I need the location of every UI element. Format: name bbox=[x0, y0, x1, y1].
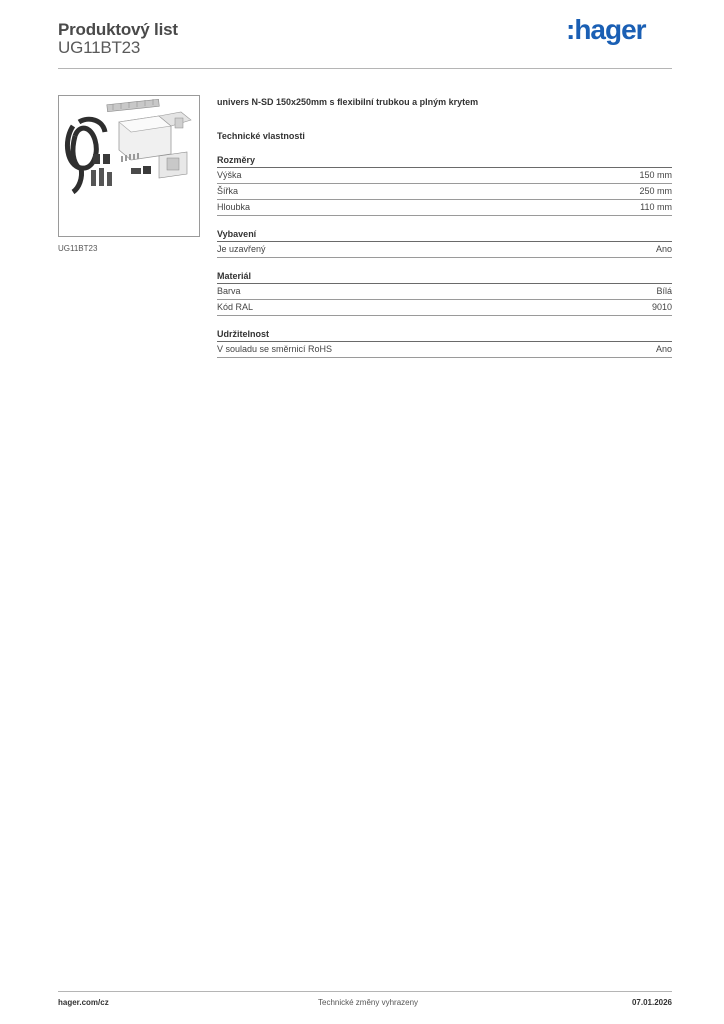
hager-logo: :hager bbox=[566, 14, 646, 45]
product-details bbox=[217, 96, 672, 358]
footer-notice: Technické změny vyhrazeny bbox=[318, 998, 419, 1007]
footer-date: 07.01.2026 bbox=[631, 998, 672, 1007]
section-dimensions bbox=[217, 154, 672, 216]
section-title: Rozměry bbox=[217, 154, 672, 168]
row-label: Kód RAL bbox=[217, 302, 254, 312]
row-value: 110 mm bbox=[640, 202, 672, 212]
table-row bbox=[217, 342, 672, 358]
technical-properties-title: Technické vlastnosti bbox=[217, 131, 305, 141]
section-title: Vybavení bbox=[217, 228, 672, 242]
row-value: Bílá bbox=[656, 286, 672, 296]
row-label: Je uzavřený bbox=[217, 244, 266, 254]
row-value: 150 mm bbox=[639, 170, 672, 180]
section-material bbox=[217, 270, 672, 316]
row-value: Ano bbox=[655, 244, 672, 254]
table-row bbox=[217, 168, 672, 184]
table-row bbox=[217, 200, 672, 216]
row-label: V souladu se směrnicí RoHS bbox=[217, 344, 333, 354]
header-divider bbox=[58, 68, 672, 69]
row-label: Hloubka bbox=[217, 202, 251, 212]
table-row bbox=[217, 242, 672, 258]
table-row bbox=[217, 184, 672, 200]
section-title: Udržitelnost bbox=[217, 328, 672, 342]
row-label: Výška bbox=[217, 170, 242, 180]
table-row bbox=[217, 300, 672, 316]
product-image bbox=[58, 95, 200, 237]
row-value: Ano bbox=[655, 344, 672, 354]
product-photo-icon bbox=[59, 96, 199, 236]
product-code: UG11BT23 bbox=[58, 38, 141, 57]
section-sustainability bbox=[217, 328, 672, 358]
section-equipment bbox=[217, 228, 672, 258]
footer-website-link[interactable]: hager.com/cz bbox=[58, 998, 109, 1007]
product-description: univers N-SD 150x250mm s flexibilní trubkou a plným krytem bbox=[217, 97, 479, 107]
row-value: 9010 bbox=[651, 302, 672, 312]
page-title: Produktový list bbox=[58, 20, 178, 39]
row-label: Šířka bbox=[217, 186, 239, 196]
section-title: Materiál bbox=[217, 270, 672, 284]
row-label: Barva bbox=[217, 286, 241, 296]
row-value: 250 mm bbox=[639, 186, 672, 196]
footer-divider bbox=[58, 991, 672, 992]
image-caption: UG11BT23 bbox=[58, 244, 98, 253]
table-row bbox=[217, 284, 672, 300]
